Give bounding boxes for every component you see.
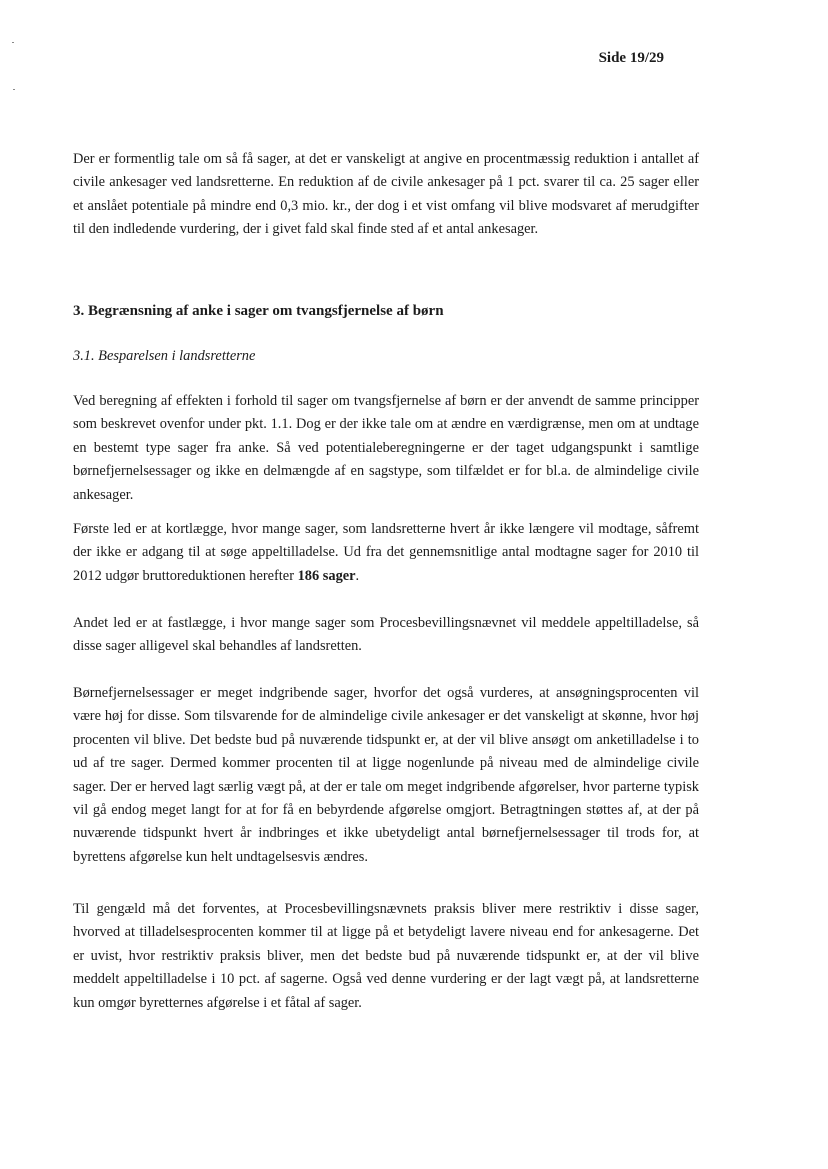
paragraph-first-step-text: Første led er at kortlægge, hvor mange sager, som landsretterne hvert år ikke længere vil modtage, såfremt der ikke er adgang til at søge appeltilladelse. Ud fra det gennemsnitlige antal modtagne sager for 2010 til 2012 udgør bruttoreduktionen herefter [73,521,699,584]
paragraph-first-step [73,518,699,588]
page-number: Side 19/29 [598,50,664,66]
paragraph-application-rate: Børnefjernelsessager er meget indgribende sager, hvorfor det også vurderes, at ansøgningsprocenten vil være høj for disse. Som tilsvarende for de almindelige civile ankesager er det vanskeligt at skønne, hvor høj procenten vil blive. Det bedste bud på nuværende tidspunkt er, at der vil blive ansøgt om anketilladelse i to ud af tre sager. Dermed kommer procenten til at ligge nogenlunde på niveau med de almindelige civile sager. Der er herved lagt særlig vægt på, at der er tale om meget indgribende afgørelser, hvor parterne typisk vil gå endog meget langt for at for få en bebyrdende afgørelse omgjort. Betragtningen støttes af, at der på nuværende tidspunkt hvert år indbringes et ikke ubetydeligt antal børnefjernelsessager til trods for, at byrettens afgørelse kun helt undtagelsesvis ændres. [73,685,699,865]
paragraph-first-step-end: . [355,567,360,584]
paragraph-permission-rate: Til gengæld må det forventes, at Procesbevillingsnævnets praksis bliver mere restriktiv i disse sager, hvorved at tilladelsesprocenten kommer til at ligge på et betydeligt lavere niveau end for ankesagerne. Det er uvist, hvor restriktiv praksis bliver, men det bedste bud på nuværende tidspunkt er, at der vil blive meddelt appeltilladelse i 10 pct. af sagerne. Også ved denne vurdering er der lagt vægt på, at landsretterne kun omgør byretternes afgørelse i et fåtal af sager. [73,901,699,1011]
scan-speck [13,89,15,90]
subsection-heading: 3.1. Besparelsen i landsretterne [73,348,256,364]
paragraph-intro: Der er formentlig tale om så få sager, at det er vanskeligt at angive en procentmæssig reduktion i antallet af civile ankesager ved landsretterne. En reduktion af de civile ankesager på 1 pct. svarer til ca. 25 sager eller et anslået potentiale på mindre end 0,3 mio. kr., der dog i et vist omfang vil blive modsvaret af merudgifter til den indledende vurdering, der i givet fald skal finde sted af et antal ankesager. [73,151,699,238]
scan-speck [12,42,14,43]
paragraph-calculation-principles: Ved beregning af effekten i forhold til sager om tvangsfjernelse af børn er der anvendt de samme principper som beskrevet ovenfor under pkt. 1.1. Dog er der ikke tale om at ændre en værdigrænse, men om at undtage en bestemt type sager fra anke. Så ved potentialeberegningerne er der taget udgangspunkt i samtlige børnefjernelsessager og ikke en delmængde af en sagstype, som tilfældet er for bl.a. de almindelige civile ankesager. [73,393,699,503]
gross-reduction-value: 186 sager [297,567,356,584]
paragraph-second-step: Andet led er at fastlægge, i hvor mange sager som Procesbevillingsnævnet vil meddele appeltilladelse, så disse sager alligevel skal behandles af landsretten. [73,615,699,655]
section-heading: 3. Begrænsning af anke i sager om tvangsfjernelse af børn [73,303,444,319]
